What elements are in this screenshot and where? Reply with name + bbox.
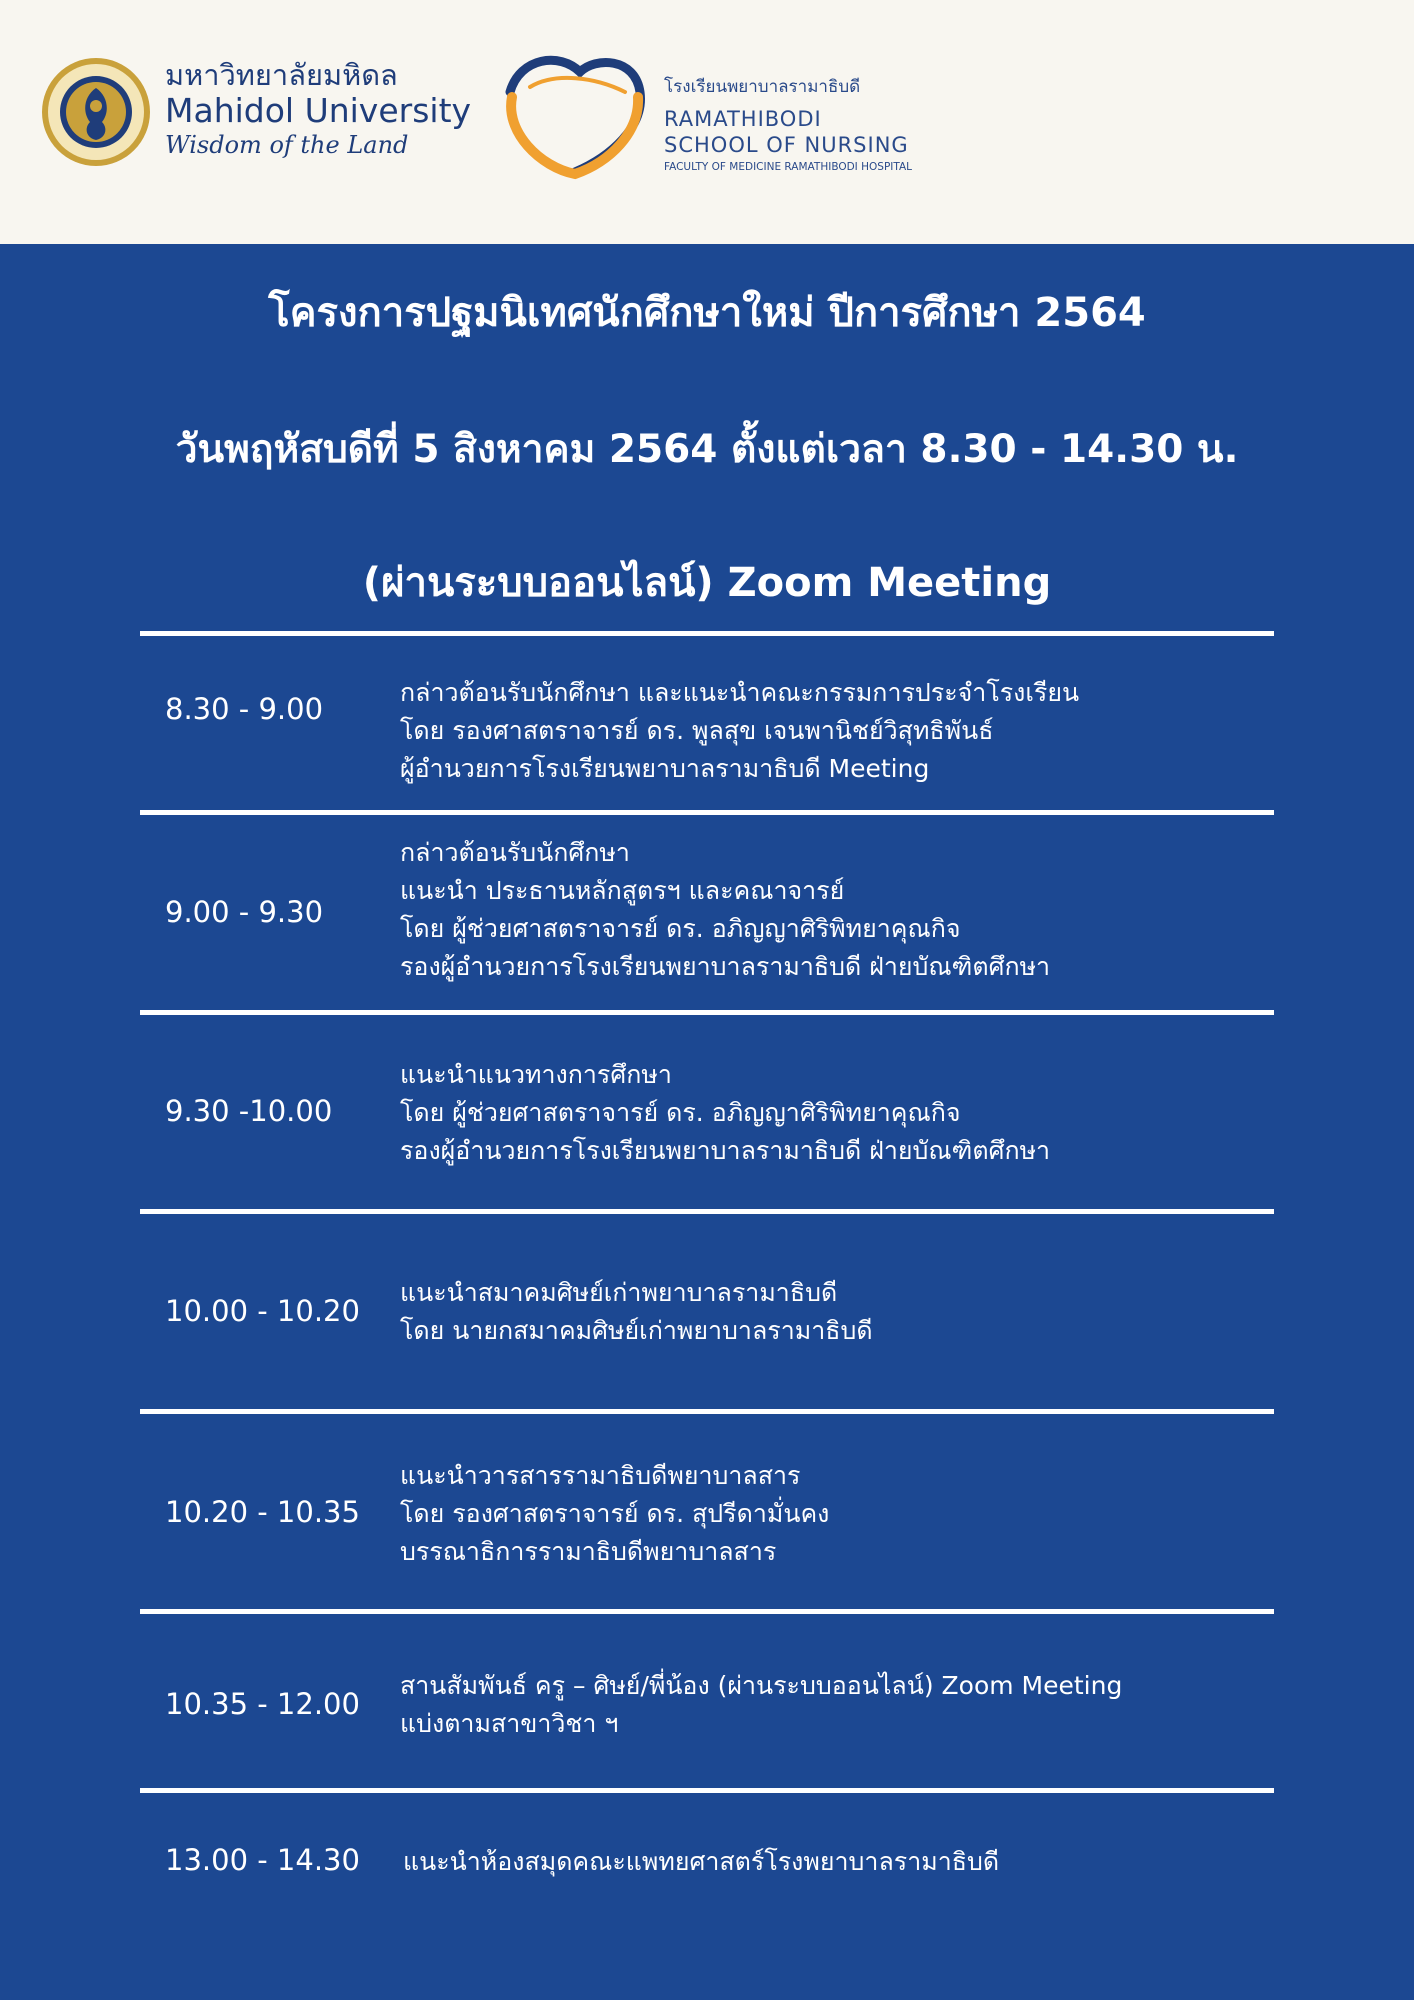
description-line: แนะนำวารสารรามาธิบดีพยาบาลสาร xyxy=(400,1461,801,1490)
mahidol-seal-logo xyxy=(40,56,152,168)
description-line: โดย รองศาสตราจารย์ ดร. สุปรีดามั่นคง xyxy=(400,1499,830,1528)
rama-name-line2: SCHOOL OF NURSING xyxy=(664,133,909,157)
description-line: แนะนำ ประธานหลักสูตรฯ และคณาจารย์ xyxy=(400,876,845,905)
divider xyxy=(140,810,1274,815)
schedule-description xyxy=(400,1667,1122,1743)
schedule-description xyxy=(400,1457,829,1571)
schedule-time: 9.30 -10.00 xyxy=(165,1094,333,1128)
mahidol-tagline: Wisdom of the Land xyxy=(165,131,409,159)
divider xyxy=(140,1609,1274,1614)
ramathibodi-heart-logo xyxy=(500,52,650,182)
description-line: โดย นายกสมาคมศิษย์เก่าพยาบาลรามาธิบดี xyxy=(400,1316,873,1345)
description-line: โดย รองศาสตราจารย์ ดร. พูลสุข เจนพานิชย์วิสุทธิพันธ์ xyxy=(400,716,994,745)
schedule-time: 9.00 - 9.30 xyxy=(165,895,324,929)
schedule-time: 8.30 - 9.00 xyxy=(165,692,324,726)
description-line: แบ่งตามสาขาวิชา ฯ xyxy=(400,1709,619,1738)
divider xyxy=(140,1788,1274,1793)
schedule-time: 10.00 - 10.20 xyxy=(165,1294,360,1328)
description-line: สานสัมพันธ์ ครู – ศิษย์/พี่น้อง (ผ่านระบบออนไลน์) Zoom Meeting xyxy=(400,1671,1123,1700)
description-line: แนะนำห้องสมุดคณะแพทยศาสตร์โรงพยาบาลรามาธิบดี xyxy=(403,1847,1000,1876)
description-line: กล่าวต้อนรับนักศึกษา และแนะนำคณะกรรมการประจำโรงเรียน xyxy=(400,678,1080,707)
divider xyxy=(140,1010,1274,1015)
schedule-description xyxy=(403,1843,999,1881)
ramathibodi-wordmark xyxy=(664,76,912,176)
program-title: โครงการปฐมนิเทศนักศึกษาใหม่ ปีการศึกษา 2564 xyxy=(268,290,1146,336)
divider xyxy=(140,1209,1274,1214)
rama-thai-name: โรงเรียนพยาบาลรามาธิบดี xyxy=(664,77,861,97)
header-band xyxy=(0,0,1414,244)
rama-name-line1: RAMATHIBODI xyxy=(664,107,822,131)
rama-name-line3: FACULTY OF MEDICINE RAMATHIBODI HOSPITAL xyxy=(664,161,913,173)
schedule-time: 10.35 - 12.00 xyxy=(165,1687,360,1721)
mahidol-wordmark xyxy=(165,58,471,160)
schedule-description xyxy=(400,674,1079,788)
schedule-time: 10.20 - 10.35 xyxy=(165,1495,360,1529)
description-line: กล่าวต้อนรับนักศึกษา xyxy=(400,838,630,867)
event-platform: (ผ่านระบบออนไลน์) Zoom Meeting xyxy=(362,560,1052,606)
schedule-description xyxy=(400,834,1050,986)
description-line: แนะนำสมาคมศิษย์เก่าพยาบาลรามาธิบดี xyxy=(400,1278,838,1307)
event-date-time: วันพฤหัสบดีที่ 5 สิงหาคม 2564 ตั้งแต่เวลา 8.30 - 14.30 น. xyxy=(175,427,1239,472)
schedule-description xyxy=(400,1274,873,1350)
description-line: แนะนำแนวทางการศึกษา xyxy=(400,1060,672,1089)
divider xyxy=(140,631,1274,636)
description-line: บรรณาธิการรามาธิบดีพยาบาลสาร xyxy=(400,1537,777,1566)
schedule-time: 13.00 - 14.30 xyxy=(165,1843,360,1877)
description-line: โดย ผู้ช่วยศาสตราจารย์ ดร. อภิญญาศิริพิทยาคุณกิจ xyxy=(400,1098,961,1127)
schedule-description xyxy=(400,1056,1050,1170)
description-line: โดย ผู้ช่วยศาสตราจารย์ ดร. อภิญญาศิริพิทยาคุณกิจ xyxy=(400,914,961,943)
mahidol-english-name: Mahidol University xyxy=(165,91,472,130)
description-line: รองผู้อำนวยการโรงเรียนพยาบาลรามาธิบดี ฝ่ายบัณฑิตศึกษา xyxy=(400,952,1051,981)
divider xyxy=(140,1409,1274,1414)
description-line: ผู้อำนวยการโรงเรียนพยาบาลรามาธิบดี Meeting xyxy=(400,754,930,783)
description-line: รองผู้อำนวยการโรงเรียนพยาบาลรามาธิบดี ฝ่ายบัณฑิตศึกษา xyxy=(400,1136,1051,1165)
mahidol-thai-name: มหาวิทยาลัยมหิดล xyxy=(165,58,398,92)
